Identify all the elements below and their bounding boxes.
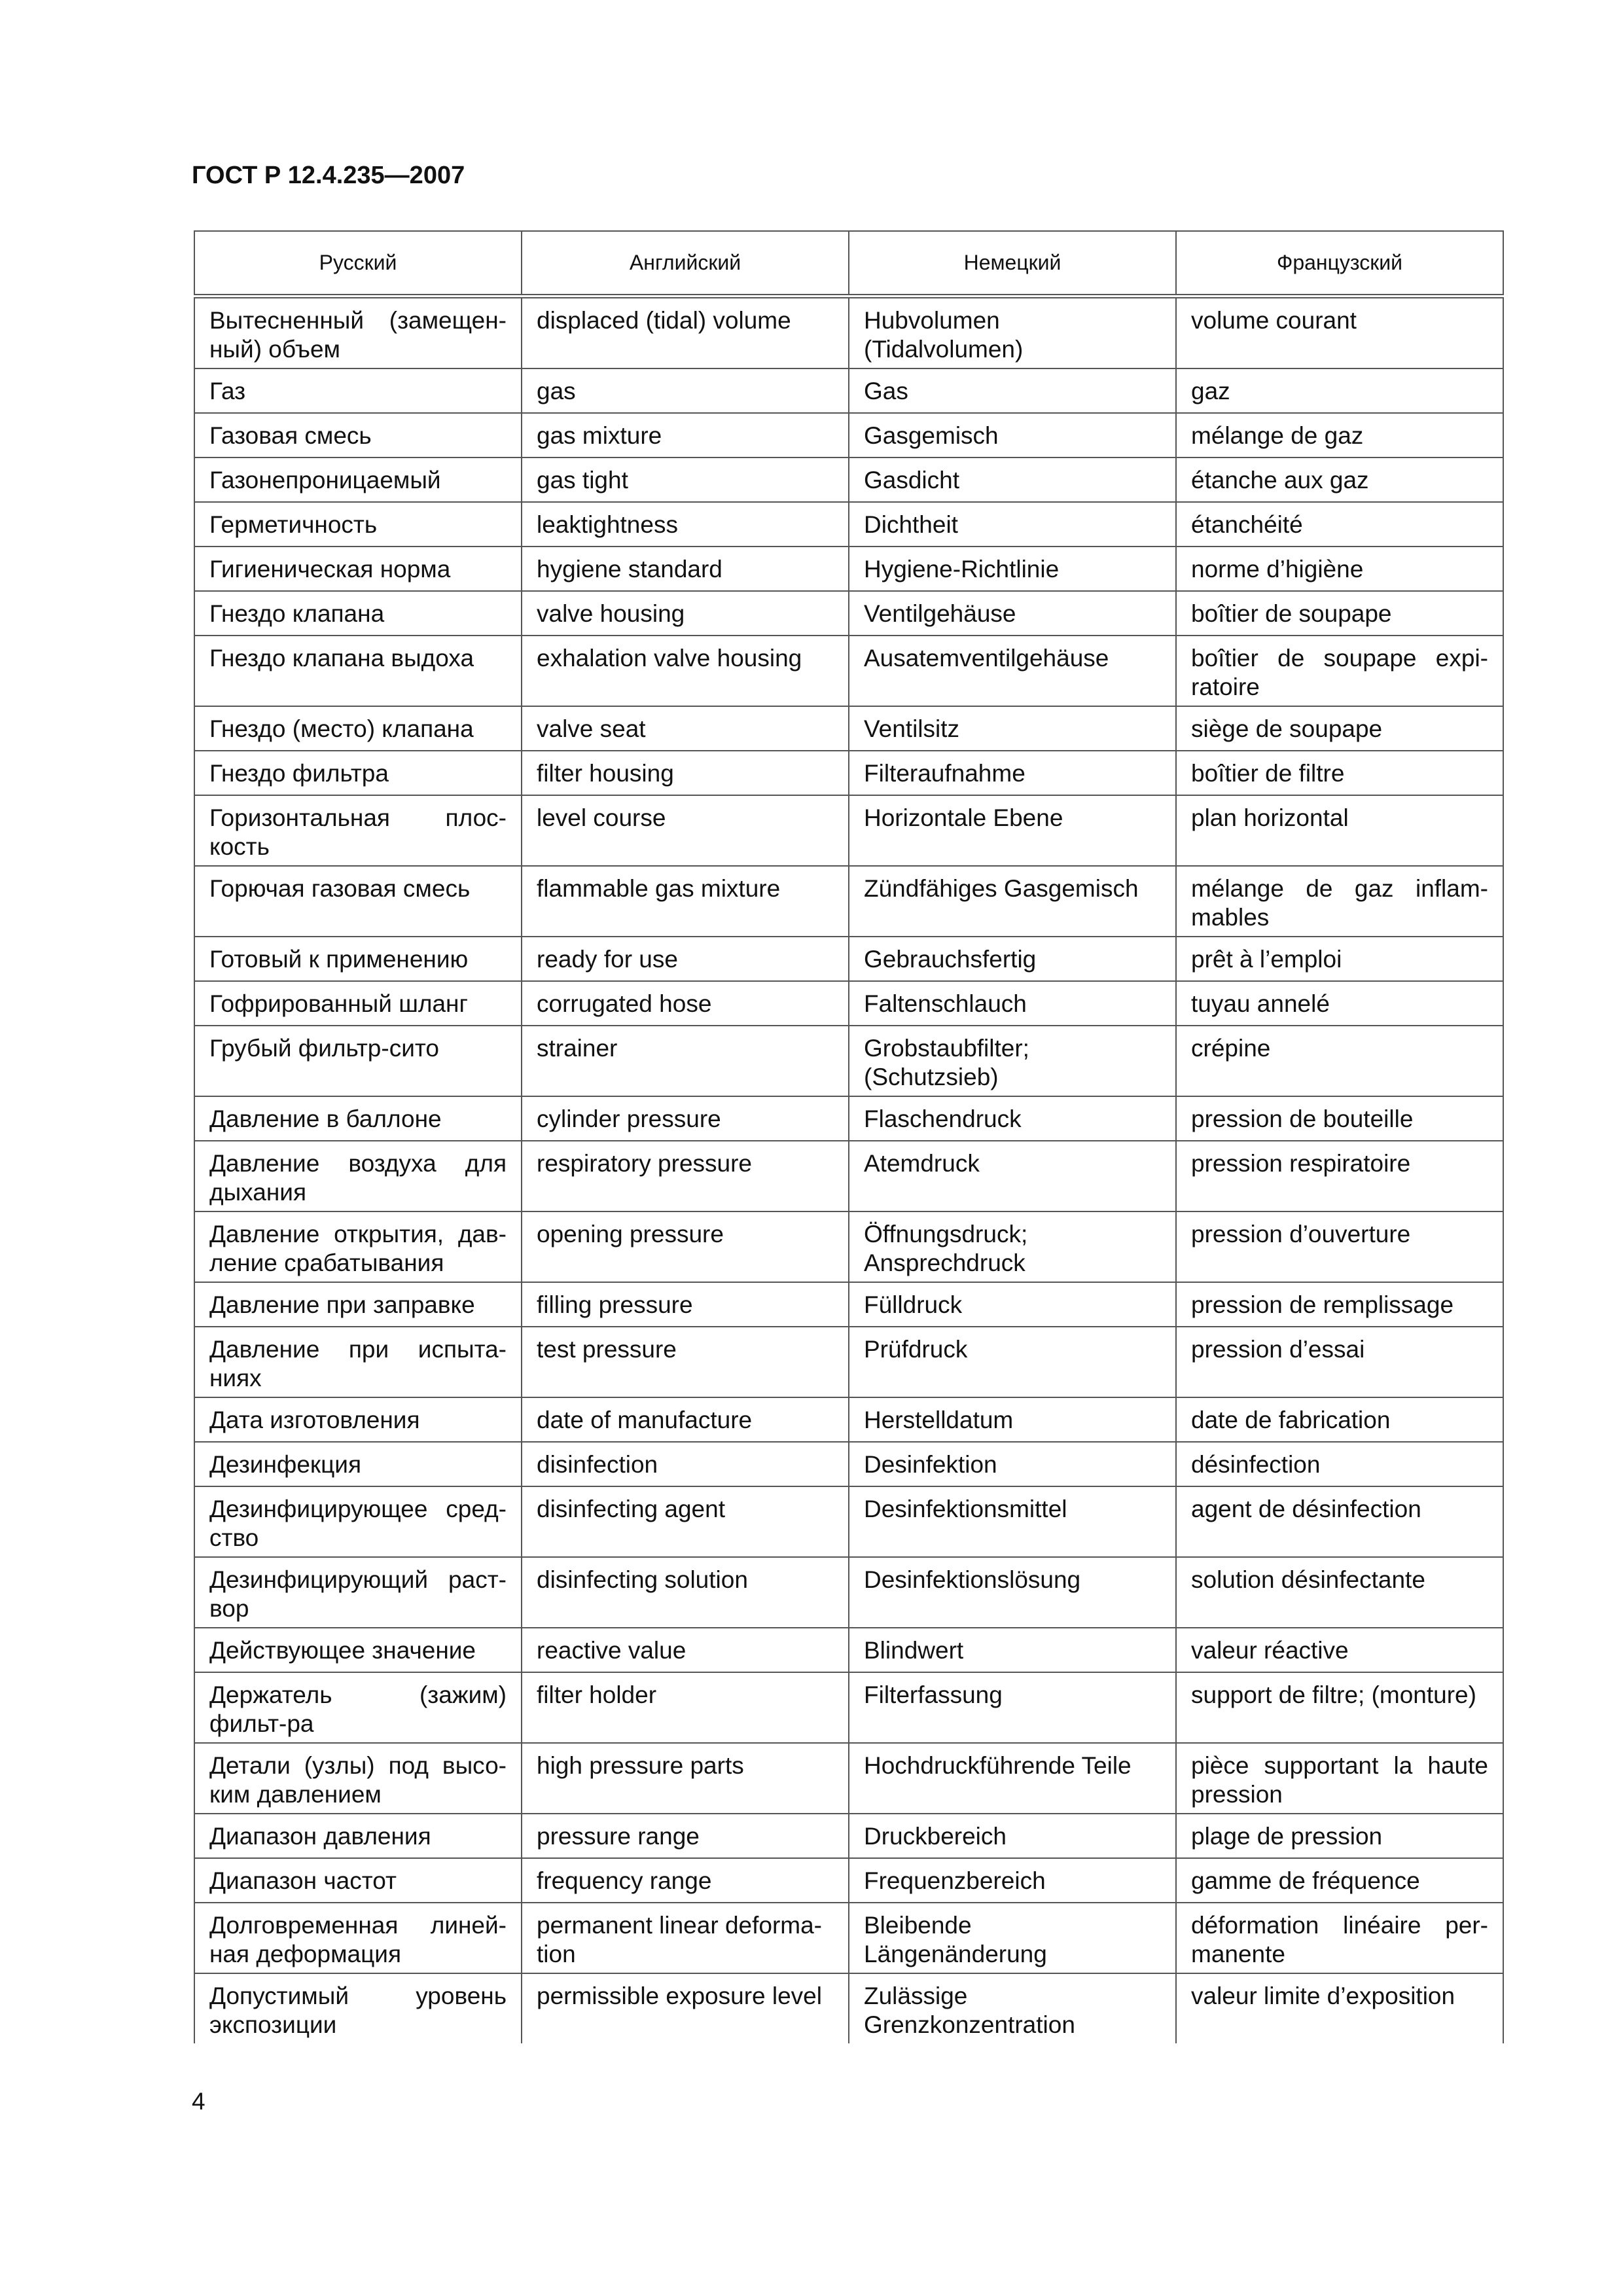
french-term: pression de remplissage	[1176, 1282, 1503, 1327]
german-term: Desinfektion	[849, 1442, 1176, 1486]
english-term: disinfecting solution	[522, 1557, 849, 1628]
table-header	[194, 231, 1503, 296]
french-term: crépine	[1176, 1026, 1503, 1096]
russian-term: Гнездо (место) клапана	[194, 706, 522, 751]
russian-term: Дезинфицирующий раст-вор	[194, 1557, 522, 1628]
french-term: plan horizontal	[1176, 795, 1503, 866]
table-row	[194, 1096, 1503, 1141]
russian-term: Дезинфекция	[194, 1442, 522, 1486]
table-row	[194, 795, 1503, 866]
french-term: étanchéité	[1176, 502, 1503, 547]
table-row	[194, 413, 1503, 457]
table-row	[194, 1557, 1503, 1628]
russian-term: Диапазон частот	[194, 1858, 522, 1903]
english-term: reactive value	[522, 1628, 849, 1672]
header-row	[194, 231, 1503, 296]
russian-term: Гнездо фильтра	[194, 751, 522, 795]
russian-term: Герметичность	[194, 502, 522, 547]
terminology-table	[194, 230, 1504, 2043]
english-term: filter housing	[522, 751, 849, 795]
french-term: pression d’essai	[1176, 1327, 1503, 1397]
english-term: cylinder pressure	[522, 1096, 849, 1141]
english-term: gas	[522, 368, 849, 413]
german-term: Hochdruckführende Teile	[849, 1743, 1176, 1814]
russian-term: Гигиеническая норма	[194, 547, 522, 591]
french-term: agent de désinfection	[1176, 1486, 1503, 1557]
german-term: Frequenzbereich	[849, 1858, 1176, 1903]
german-term: Desinfektionsmittel	[849, 1486, 1176, 1557]
german-term: Zulässige Grenzkonzentration	[849, 1973, 1176, 2043]
table-row	[194, 981, 1503, 1026]
english-term: exhalation valve housing	[522, 636, 849, 706]
table-row	[194, 457, 1503, 502]
table-row	[194, 1628, 1503, 1672]
table-row	[194, 706, 1503, 751]
german-term: Grobstaubfilter; (Schutzsieb)	[849, 1026, 1176, 1096]
german-term: Hygiene-Richtlinie	[849, 547, 1176, 591]
english-term: valve housing	[522, 591, 849, 636]
french-term: prêt à l’emploi	[1176, 937, 1503, 981]
english-term: test pressure	[522, 1327, 849, 1397]
german-term: Prüfdruck	[849, 1327, 1176, 1397]
english-term: level course	[522, 795, 849, 866]
russian-term: Давление при заправке	[194, 1282, 522, 1327]
english-term: frequency range	[522, 1858, 849, 1903]
russian-term: Действующее значение	[194, 1628, 522, 1672]
english-term: flammable gas mixture	[522, 866, 849, 937]
english-term: date of manufacture	[522, 1397, 849, 1442]
header-french: Французский	[1176, 231, 1503, 296]
table-row	[194, 547, 1503, 591]
russian-term: Газовая смесь	[194, 413, 522, 457]
table-row	[194, 1141, 1503, 1211]
german-term: Gebrauchsfertig	[849, 937, 1176, 981]
english-term: strainer	[522, 1026, 849, 1096]
french-term: désinfection	[1176, 1442, 1503, 1486]
french-term: boîtier de soupape expi-ratoire	[1176, 636, 1503, 706]
russian-term: Гнездо клапана выдоха	[194, 636, 522, 706]
french-term: tuyau annelé	[1176, 981, 1503, 1026]
english-term: valve seat	[522, 706, 849, 751]
table-row	[194, 1903, 1503, 1973]
german-term: Ventilsitz	[849, 706, 1176, 751]
english-term: ready for use	[522, 937, 849, 981]
table-row	[194, 502, 1503, 547]
russian-term: Грубый фильтр-сито	[194, 1026, 522, 1096]
french-term: mélange de gaz inflam-mables	[1176, 866, 1503, 937]
french-term: solution désinfectante	[1176, 1557, 1503, 1628]
russian-term: Диапазон давления	[194, 1814, 522, 1858]
header-english: Английский	[522, 231, 849, 296]
russian-term: Гнездо клапана	[194, 591, 522, 636]
table-row	[194, 591, 1503, 636]
table-row	[194, 1486, 1503, 1557]
german-term: Herstelldatum	[849, 1397, 1176, 1442]
russian-term: Давление при испыта-ниях	[194, 1327, 522, 1397]
french-term: valeur limite d’exposition	[1176, 1973, 1503, 2043]
french-term: étanche aux gaz	[1176, 457, 1503, 502]
russian-term: Допустимый уровень экспозиции	[194, 1973, 522, 2043]
french-term: pression de bouteille	[1176, 1096, 1503, 1141]
russian-term: Дата изготовления	[194, 1397, 522, 1442]
russian-term: Горючая газовая смесь	[194, 866, 522, 937]
french-term: mélange de gaz	[1176, 413, 1503, 457]
table-row	[194, 937, 1503, 981]
table-row	[194, 1672, 1503, 1743]
english-term: respiratory pressure	[522, 1141, 849, 1211]
table-row	[194, 1442, 1503, 1486]
french-term: siège de soupape	[1176, 706, 1503, 751]
english-term: disinfecting agent	[522, 1486, 849, 1557]
russian-term: Гофрированный шланг	[194, 981, 522, 1026]
table-row	[194, 1211, 1503, 1282]
english-term: high pressure parts	[522, 1743, 849, 1814]
page-number: 4	[192, 2088, 205, 2115]
english-term: disinfection	[522, 1442, 849, 1486]
table-row	[194, 296, 1503, 369]
table-row	[194, 1814, 1503, 1858]
table-row	[194, 1026, 1503, 1096]
german-term: Gasdicht	[849, 457, 1176, 502]
english-term: displaced (tidal) volume	[522, 296, 849, 369]
table-row	[194, 368, 1503, 413]
french-term: volume courant	[1176, 296, 1503, 369]
table-row	[194, 1327, 1503, 1397]
french-term: gamme de fréquence	[1176, 1858, 1503, 1903]
table-body	[194, 296, 1503, 2044]
german-term: Zündfähiges Gasgemisch	[849, 866, 1176, 937]
header-german: Немецкий	[849, 231, 1176, 296]
german-term: Bleibende Längenänderung	[849, 1903, 1176, 1973]
german-term: Ausatemventilgehäuse	[849, 636, 1176, 706]
german-term: Dichtheit	[849, 502, 1176, 547]
french-term: déformation linéaire per-manente	[1176, 1903, 1503, 1973]
german-term: Desinfektionslösung	[849, 1557, 1176, 1628]
english-term: pressure range	[522, 1814, 849, 1858]
german-term: Hubvolumen (Tidalvolumen)	[849, 296, 1176, 369]
french-term: boîtier de soupape	[1176, 591, 1503, 636]
french-term: valeur réactive	[1176, 1628, 1503, 1672]
german-term: Horizontale Ebene	[849, 795, 1176, 866]
english-term: permanent linear deforma-tion	[522, 1903, 849, 1973]
table-row	[194, 1743, 1503, 1814]
english-term: gas mixture	[522, 413, 849, 457]
english-term: filter holder	[522, 1672, 849, 1743]
english-term: gas tight	[522, 457, 849, 502]
german-term: Faltenschlauch	[849, 981, 1176, 1026]
english-term: hygiene standard	[522, 547, 849, 591]
french-term: pièce supportant la haute pression	[1176, 1743, 1503, 1814]
french-term: date de fabrication	[1176, 1397, 1503, 1442]
table-row	[194, 636, 1503, 706]
russian-term: Газ	[194, 368, 522, 413]
russian-term: Горизонтальная плос-кость	[194, 795, 522, 866]
table-row	[194, 1282, 1503, 1327]
russian-term: Детали (узлы) под высо-ким давлением	[194, 1743, 522, 1814]
table-row	[194, 1858, 1503, 1903]
russian-term: Вытесненный (замещен-ный) объем	[194, 296, 522, 369]
german-term: Fülldruck	[849, 1282, 1176, 1327]
russian-term: Готовый к применению	[194, 937, 522, 981]
english-term: corrugated hose	[522, 981, 849, 1026]
english-term: leaktightness	[522, 502, 849, 547]
german-term: Filterfassung	[849, 1672, 1176, 1743]
german-term: Ventilgehäuse	[849, 591, 1176, 636]
russian-term: Давление открытия, дав-ление срабатывания	[194, 1211, 522, 1282]
russian-term: Давление в баллоне	[194, 1096, 522, 1141]
russian-term: Газонепроницаемый	[194, 457, 522, 502]
german-term: Druckbereich	[849, 1814, 1176, 1858]
document-title: ГОСТ Р 12.4.235—2007	[192, 162, 465, 189]
russian-term: Держатель (зажим) фильт-ра	[194, 1672, 522, 1743]
german-term: Flaschendruck	[849, 1096, 1176, 1141]
table-row	[194, 866, 1503, 937]
german-term: Filteraufnahme	[849, 751, 1176, 795]
english-term: opening pressure	[522, 1211, 849, 1282]
english-term: filling pressure	[522, 1282, 849, 1327]
french-term: pression respiratoire	[1176, 1141, 1503, 1211]
french-term: plage de pression	[1176, 1814, 1503, 1858]
german-term: Atemdruck	[849, 1141, 1176, 1211]
french-term: boîtier de filtre	[1176, 751, 1503, 795]
table-row	[194, 1973, 1503, 2043]
french-term: gaz	[1176, 368, 1503, 413]
table-row	[194, 751, 1503, 795]
german-term: Blindwert	[849, 1628, 1176, 1672]
russian-term: Дезинфицирующее сред-ство	[194, 1486, 522, 1557]
french-term: support de filtre; (monture)	[1176, 1672, 1503, 1743]
german-term: Gasgemisch	[849, 413, 1176, 457]
french-term: norme d’higiène	[1176, 547, 1503, 591]
russian-term: Долговременная линей-ная деформация	[194, 1903, 522, 1973]
french-term: pression d’ouverture	[1176, 1211, 1503, 1282]
russian-term: Давление воздуха для дыхания	[194, 1141, 522, 1211]
english-term: permissible exposure level	[522, 1973, 849, 2043]
german-term: Öffnungsdruck; Ansprechdruck	[849, 1211, 1176, 1282]
table-row	[194, 1397, 1503, 1442]
german-term: Gas	[849, 368, 1176, 413]
header-russian: Русский	[194, 231, 522, 296]
